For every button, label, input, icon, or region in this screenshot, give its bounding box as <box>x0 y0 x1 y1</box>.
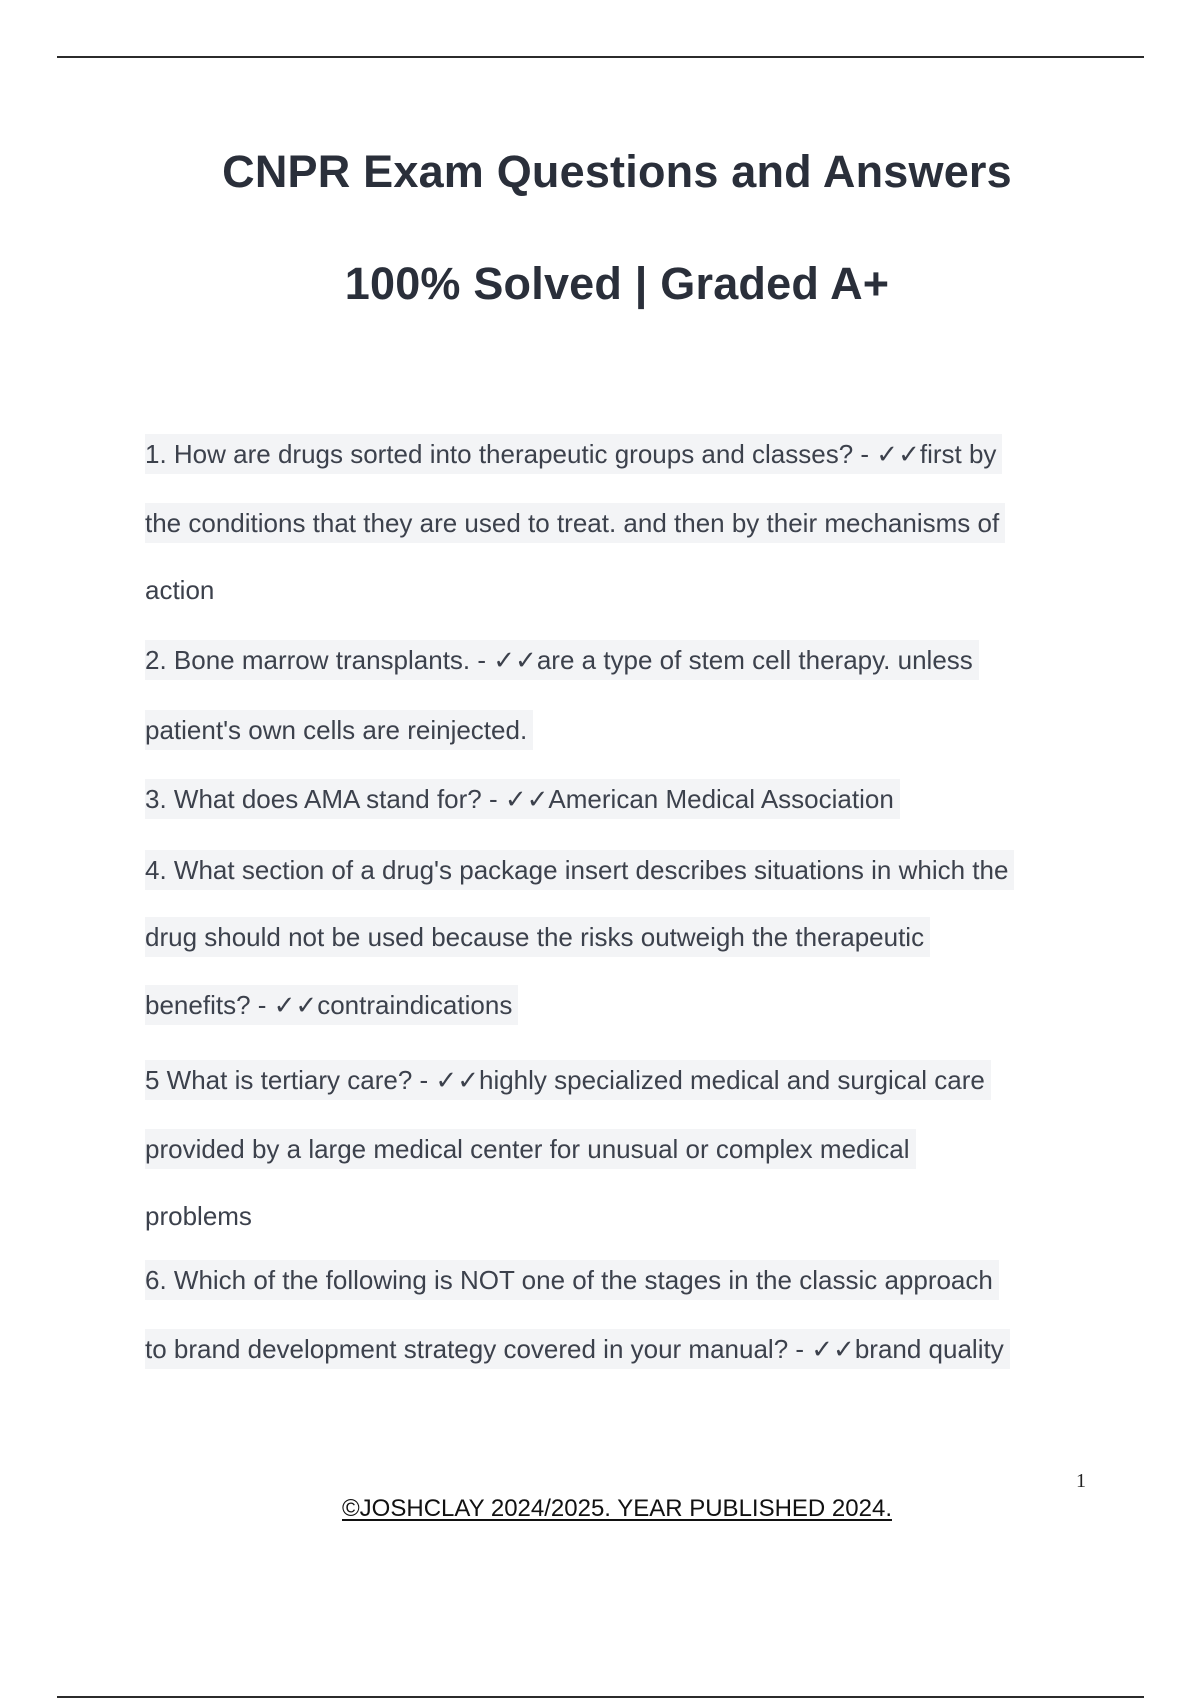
qa-line-4: 2. Bone marrow transplants. - ✓✓are a type of stem cell therapy. unless <box>145 640 979 680</box>
qa-line-3: action <box>145 575 215 605</box>
document-title-line-1: CNPR Exam Questions and Answers <box>222 146 1012 197</box>
qa-line-2: the conditions that they are used to treat. and then by their mechanisms of <box>145 503 1005 543</box>
document-title-line-2: 100% Solved | Graded A+ <box>344 258 890 309</box>
qa-line-11: provided by a large medical center for unusual or complex medical <box>145 1129 916 1169</box>
page-number: 1 <box>1076 1470 1086 1492</box>
qa-line-14: to brand development strategy covered in your manual? - ✓✓brand quality <box>145 1329 1010 1369</box>
qa-line-6: 3. What does AMA stand for? - ✓✓American Medical Association <box>145 779 900 819</box>
bottom-rule <box>57 1696 1144 1698</box>
qa-line-5: patient's own cells are reinjected. <box>145 710 533 750</box>
qa-line-1: 1. How are drugs sorted into therapeutic groups and classes? - ✓✓first by <box>145 434 1002 474</box>
qa-line-9: benefits? - ✓✓contraindications <box>145 985 518 1025</box>
qa-line-13: 6. Which of the following is NOT one of the stages in the classic approach <box>145 1260 999 1300</box>
qa-line-10: 5 What is tertiary care? - ✓✓highly specialized medical and surgical care <box>145 1060 991 1100</box>
top-rule <box>57 56 1144 58</box>
qa-line-7: 4. What section of a drug's package insert describes situations in which the <box>145 850 1014 890</box>
qa-line-12: problems <box>145 1201 252 1231</box>
copyright-footer: ©JOSHCLAY 2024/2025. YEAR PUBLISHED 2024. <box>342 1495 892 1522</box>
qa-line-8: drug should not be used because the risks outweigh the therapeutic <box>145 917 930 957</box>
